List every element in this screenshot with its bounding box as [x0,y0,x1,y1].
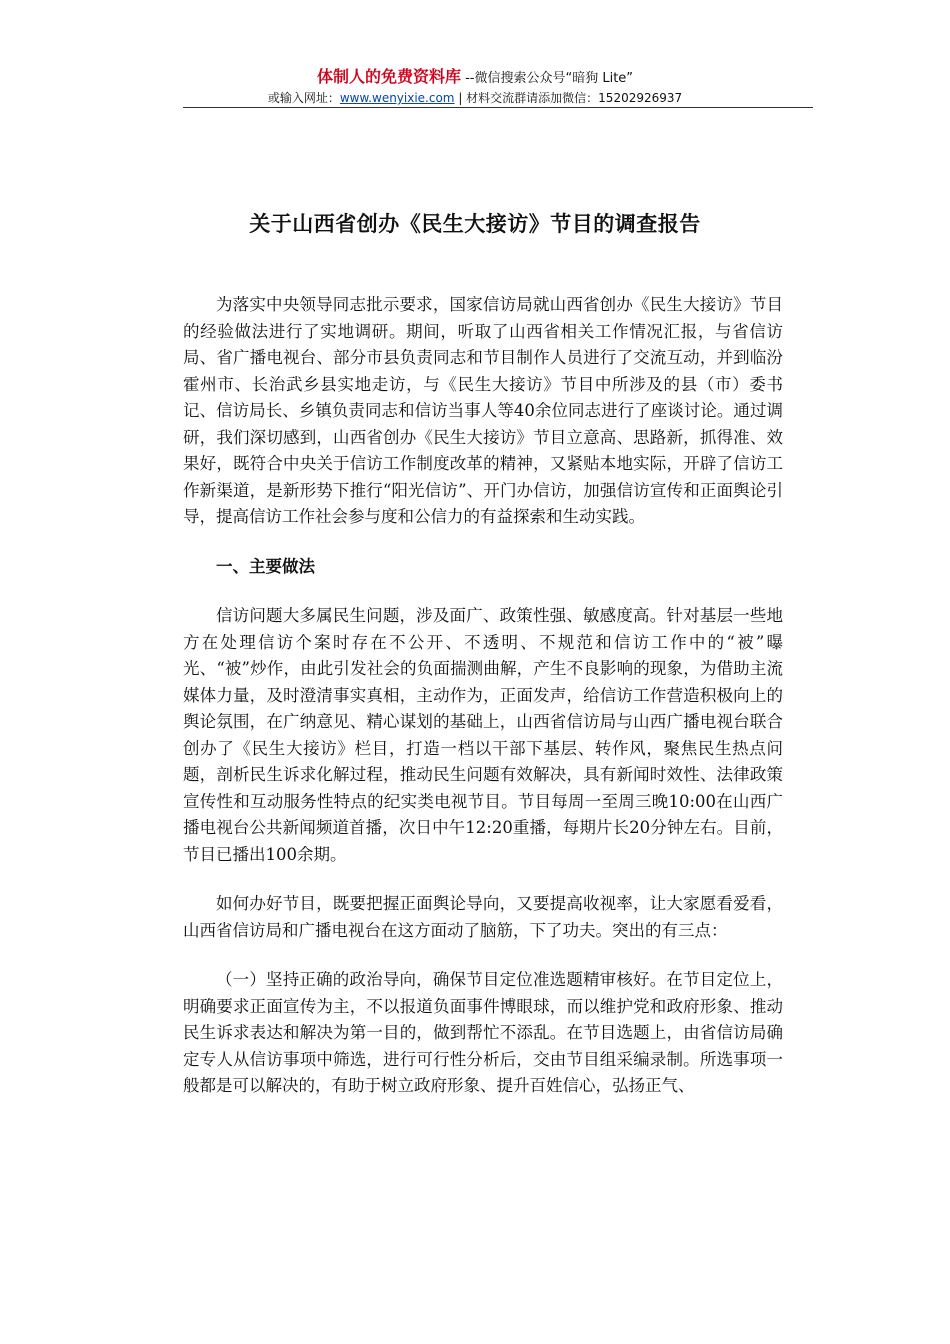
document-title: 关于山西省创办《民生大接访》节目的调查报告 [249,211,701,236]
website-link[interactable]: www.wenyixie.com [339,91,455,105]
page-header [0,68,950,106]
header-divider [183,107,813,108]
header-line-2 [0,90,950,106]
intro-paragraph: 为落实中央领导同志批示要求，国家信访局就山西省创办《民生大接访》节目的经验做法进行了实地调研。期间，听取了山西省相关工作情况汇报，与省信访局、省广播电视台、部分市县负责同志和节目制作人员进行了交流互动，并到临汾霍州市、长治武乡县实地走访，与《民生大接访》节目中所涉及的县（市）委书记、信访局长、乡镇负责同志和信访当事人等40余位同志进行了座谈讨论。通过调研，我们深切感到，山西省创办《民生大接访》节目立意高、思路新，抓得准、效果好，既符合中央关于信访工作制度改革的精神，又紧贴本地实际，开辟了信访工作新渠道，是新形势下推行“阳光信访”、开门办信访，加强信访宣传和正面舆论引导，提高信访工作社会参与度和公信力的有益探索和生动实践。 [183,295,783,526]
url-prefix: 或输入网址： [267,91,340,105]
wechat-note: --微信搜索公众号“暗狗 Lite” [460,71,634,86]
brand-name: 体制人的免费资料库 [316,67,461,86]
body-paragraph: 如何办好节目，既要把握正面舆论导向，又要提高收视率，让大家愿看爱看，山西省信访局和广播电视台在这方面动了脑筋，下了功夫。突出的有三点： [183,894,783,940]
section-heading: 一、主要做法 [216,556,315,576]
header-line-1 [0,68,950,88]
body-paragraph: 信访问题大多属民生问题，涉及面广、政策性强、敏感度高。针对基层一些地方在处理信访个案时存在不公开、不透明、不规范和信访工作中的“被”曝光、“被”炒作，由此引发社会的负面揣测曲解，产生不良影响的现象，为借助主流媒体力量，及时澄清事实真相，主动作为，正面发声，给信访工作营造积极向上的舆论氛围，在广纳意见、精心谋划的基础上，山西省信访局与山西广播电视台联合创办了《民生大接访》栏目，打造一档以干部下基层、转作风，聚焦民生热点问题，剖析民生诉求化解过程，推动民生问题有效解决，具有新闻时效性、法律政策宣传性和互动服务性特点的纪实类电视节目。节目每周一至周三晚10:00在山西广播电视台公共新闻频道首播，次日中午12:20重播，每期片长20分钟左右。目前，节目已播出100余期。 [183,606,783,864]
body-paragraph: （一）坚持正确的政治导向，确保节目定位准选题精审核好。在节目定位上，明确要求正面宣传为主，不以报道负面事件博眼球，而以维护党和政府形象、推动民生诉求表达和解决为第一目的，做到帮忙不添乱。在节目选题上，由省信访局确定专人从信访事项中筛选，进行可行性分析后，交由节目组采编录制。所选事项一般都是可以解决的，有助于树立政府形象、提升百姓信心，弘扬正气、 [183,970,783,1095]
document-body [183,292,783,1123]
contact-info: | 材料交流群请添加微信：15202926937 [454,91,683,105]
